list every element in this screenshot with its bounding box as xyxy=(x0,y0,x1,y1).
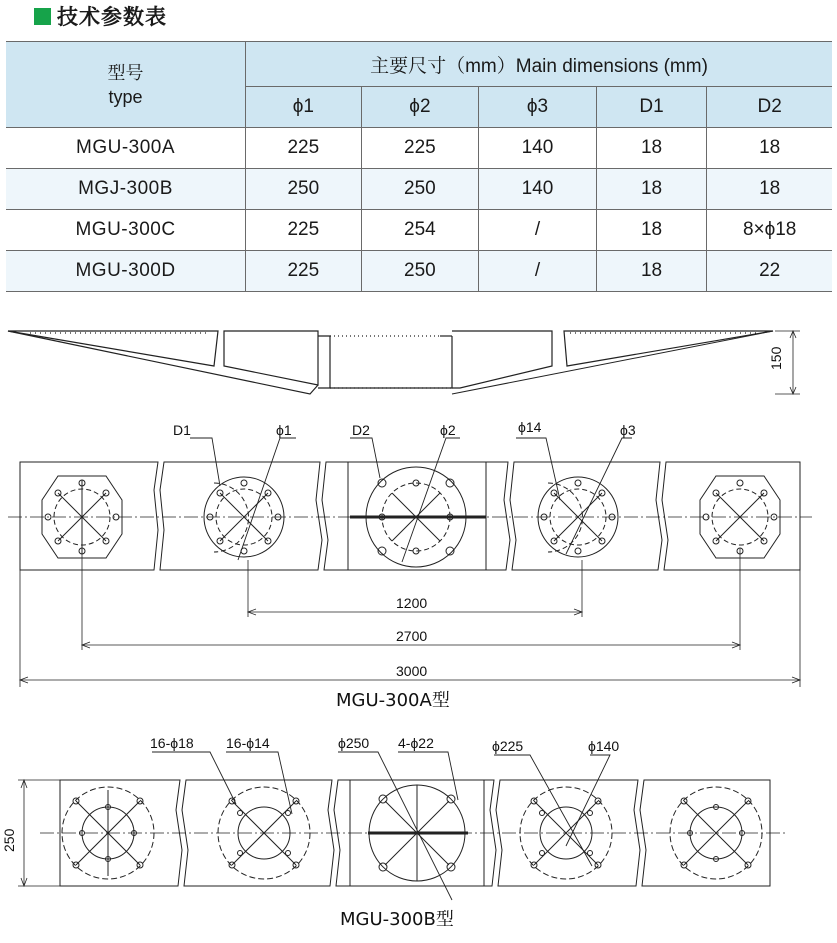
label-phi250: ϕ250 xyxy=(338,735,370,751)
dim-3000: 3000 xyxy=(396,663,428,679)
label-phi14: ϕ14 xyxy=(518,419,542,435)
table-cell: 140 xyxy=(479,169,597,210)
label-phi225: ϕ225 xyxy=(492,738,524,754)
table-cell: 18 xyxy=(596,251,707,292)
dim-1200: 1200 xyxy=(396,595,428,611)
model-cell: MGU-300D xyxy=(75,260,176,281)
model-cell: MGJ-300B xyxy=(78,178,173,199)
model-header-cn: 型号 xyxy=(107,62,144,83)
caption-b: MGU-300B型 xyxy=(340,909,454,930)
table-cell: 250 xyxy=(246,169,362,210)
model-header xyxy=(6,42,246,128)
table-row xyxy=(6,210,832,251)
model-header-en: type xyxy=(108,86,143,107)
table-row xyxy=(6,128,832,169)
table-cell: 250 xyxy=(361,169,479,210)
section-title xyxy=(34,3,167,29)
table-cell: 18 xyxy=(596,128,707,169)
table-cell: 225 xyxy=(246,128,362,169)
column-header: D1 xyxy=(596,87,707,128)
green-square-icon xyxy=(34,8,51,25)
table-cell: / xyxy=(479,210,597,251)
plan-view-b xyxy=(18,752,786,900)
column-header: D2 xyxy=(707,87,832,128)
column-header: ϕ3 xyxy=(479,87,597,128)
table-cell: 225 xyxy=(246,210,362,251)
model-cell: MGU-300A xyxy=(76,137,176,158)
dim-250: 250 xyxy=(1,828,17,852)
table-row xyxy=(6,251,832,292)
model-cell: MGU-300C xyxy=(75,219,176,240)
label-phi3: ϕ3 xyxy=(620,422,636,438)
table-cell: / xyxy=(479,251,597,292)
table-cell: 8×ϕ18 xyxy=(707,210,832,251)
label-4-phi22: 4-ϕ22 xyxy=(398,735,434,751)
label-16-phi18: 16-ϕ18 xyxy=(150,735,194,751)
label-phi140: ϕ140 xyxy=(588,738,620,754)
column-header: ϕ2 xyxy=(361,87,479,128)
section-title-text: 技术参数表 xyxy=(57,5,167,29)
technical-drawing xyxy=(0,300,837,943)
label-phi2: ϕ2 xyxy=(440,422,456,438)
label-16-phi14: 16-ϕ14 xyxy=(226,735,270,751)
table-cell: 18 xyxy=(707,128,832,169)
table-cell: 225 xyxy=(361,128,479,169)
dimensions-header: 主要尺寸（mm）Main dimensions (mm) xyxy=(246,42,832,87)
table-cell: 250 xyxy=(361,251,479,292)
dim-2700: 2700 xyxy=(396,628,428,644)
caption-a: MGU-300A型 xyxy=(336,690,450,711)
table-cell: 225 xyxy=(246,251,362,292)
table-cell: 18 xyxy=(707,169,832,210)
table-cell: 22 xyxy=(707,251,832,292)
table-cell: 18 xyxy=(596,210,707,251)
label-phi1: ϕ1 xyxy=(276,422,292,438)
label-d1: D1 xyxy=(173,422,191,438)
plan-view-a xyxy=(8,438,812,687)
table-cell: 140 xyxy=(479,128,597,169)
table-cell: 254 xyxy=(361,210,479,251)
column-header: ϕ1 xyxy=(246,87,362,128)
flange-b2 xyxy=(218,787,310,879)
table-cell: 18 xyxy=(596,169,707,210)
table-row xyxy=(6,169,832,210)
label-d2: D2 xyxy=(352,422,370,438)
side-profile xyxy=(8,331,800,394)
parameter-table xyxy=(6,41,832,292)
profile-height-label: 150 xyxy=(768,346,784,370)
